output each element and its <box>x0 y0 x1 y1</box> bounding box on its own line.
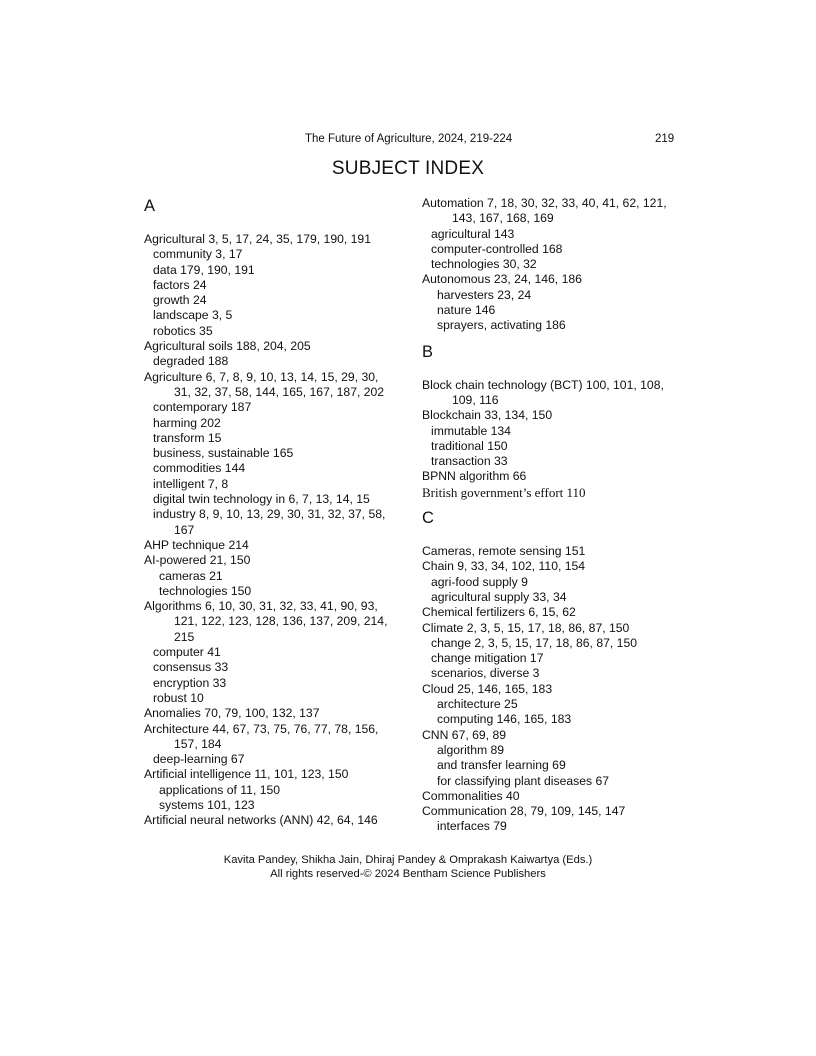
index-entry-continuation: 167 <box>174 522 195 537</box>
section-spacer <box>422 500 684 508</box>
index-subentry: for classifying plant diseases 67 <box>437 773 610 788</box>
index-subentry: encryption 33 <box>153 675 227 690</box>
index-entry: Algorithms 6, 10, 30, 31, 32, 33, 41, 90, 93, <box>144 599 378 614</box>
index-entry: Commonalities 40 <box>422 788 520 803</box>
index-column-left <box>144 196 406 829</box>
section-spacer <box>422 334 684 342</box>
index-subentry: growth 24 <box>153 293 207 308</box>
index-subentry: intelligent 7, 8 <box>153 476 229 491</box>
index-subentry: agricultural supply 33, 34 <box>431 589 567 604</box>
index-subentry: harming 202 <box>153 415 221 430</box>
index-entry: Cameras, remote sensing 151 <box>422 544 586 559</box>
index-entry: Agricultural 3, 5, 17, 24, 35, 179, 190, 191 <box>144 232 371 246</box>
section-heading-c: C <box>422 509 434 528</box>
running-header <box>0 133 816 149</box>
index-entry-continuation: 109, 116 <box>452 392 499 407</box>
index-subentry: robotics 35 <box>153 323 213 338</box>
index-subentry: algorithm 89 <box>437 742 505 757</box>
index-subentry: agricultural 143 <box>431 226 515 241</box>
page-number: 219 <box>655 133 675 145</box>
index-entry: Climate 2, 3, 5, 15, 17, 18, 86, 87, 150 <box>422 620 630 635</box>
index-subentry: traditional 150 <box>431 438 508 453</box>
index-subentry: interfaces 79 <box>437 819 507 834</box>
index-subentry: technologies 150 <box>159 583 252 598</box>
index-subentry: scenarios, diverse 3 <box>431 666 540 681</box>
index-column-right <box>422 196 684 835</box>
index-entry-continuation: 143, 167, 168, 169 <box>452 211 554 226</box>
index-entry: Artificial intelligence 11, 101, 123, 150 <box>144 767 349 782</box>
index-subentry: immutable 134 <box>431 423 511 438</box>
index-subentry: industry 8, 9, 10, 13, 29, 30, 31, 32, 37, 58, <box>153 507 386 522</box>
page-title: SUBJECT INDEX <box>331 158 485 179</box>
index-entry: British government’s effort 110 <box>422 484 586 500</box>
index-subentry: agri-food supply 9 <box>431 574 528 589</box>
index-subentry: robust 10 <box>153 690 204 705</box>
index-entry: AI-powered 21, 150 <box>144 553 251 568</box>
index-subentry: community 3, 17 <box>153 247 243 262</box>
index-subentry: transaction 33 <box>431 454 508 469</box>
section-heading-a: A <box>144 197 156 215</box>
index-subentry: deep-learning 67 <box>153 752 245 767</box>
index-entry: Chemical fertilizers 6, 15, 62 <box>422 605 576 620</box>
index-subentry: technologies 30, 32 <box>431 257 537 272</box>
index-subentry: computer-controlled 168 <box>431 241 563 256</box>
index-subentry: change mitigation 17 <box>431 651 544 666</box>
index-entry: Cloud 25, 146, 165, 183 <box>422 681 553 696</box>
index-subentry: harvesters 23, 24 <box>437 287 532 302</box>
index-entry: Block chain technology (BCT) 100, 101, 108, <box>422 377 664 392</box>
index-subentry: commodities 144 <box>153 461 246 476</box>
index-entry: Anomalies 70, 79, 100, 132, 137 <box>144 706 320 721</box>
index-entry: Autonomous 23, 24, 146, 186 <box>422 272 582 287</box>
section-heading-b: B <box>422 342 434 361</box>
index-entry-continuation: 121, 122, 123, 128, 136, 137, 209, 214, <box>174 614 388 629</box>
index-entry: AHP technique 214 <box>144 537 249 552</box>
index-subentry: digital twin technology in 6, 7, 13, 14, 15 <box>153 492 370 507</box>
index-subentry: change 2, 3, 5, 15, 17, 18, 86, 87, 150 <box>431 635 637 650</box>
index-entry: CNN 67, 69, 89 <box>422 727 507 742</box>
index-subentry: nature 146 <box>437 303 496 318</box>
index-entry: Architecture 44, 67, 73, 75, 76, 77, 78, 156, <box>144 721 379 736</box>
index-subentry: computing 146, 165, 183 <box>437 712 572 727</box>
index-subentry: applications of 11, 150 <box>159 782 281 797</box>
index-subentry: cameras 21 <box>159 568 223 583</box>
index-subentry: data 179, 190, 191 <box>153 262 255 277</box>
index-entry: Chain 9, 33, 34, 102, 110, 154 <box>422 559 586 574</box>
page-footer <box>0 853 816 881</box>
index-subentry: computer 41 <box>153 645 221 660</box>
index-subentry: sprayers, activating 186 <box>437 318 566 333</box>
running-title: The Future of Agriculture, 2024, 219-224 <box>305 133 513 145</box>
footer-copyright: All rights reserved-© 2024 Bentham Science Publishers <box>270 868 546 880</box>
index-subentry: consensus 33 <box>153 660 229 675</box>
index-entry-continuation: 157, 184 <box>174 736 222 751</box>
index-entry: Agricultural soils 188, 204, 205 <box>144 339 311 354</box>
index-subentry: degraded 188 <box>153 354 229 369</box>
index-subentry: architecture 25 <box>437 697 518 712</box>
index-subentry: landscape 3, 5 <box>153 308 233 323</box>
index-subentry: contemporary 187 <box>153 400 252 415</box>
index-subentry: and transfer learning 69 <box>437 758 566 773</box>
footer-editors: Kavita Pandey, Shikha Jain, Dhiraj Pandey & Omprakash Kaiwartya (Eds.) <box>223 854 593 866</box>
index-subentry: factors 24 <box>153 277 207 292</box>
index-subentry: transform 15 <box>153 430 222 445</box>
index-entry: Blockchain 33, 134, 150 <box>422 408 553 423</box>
index-entry-continuation: 215 <box>174 629 195 644</box>
index-subentry: business, sustainable 165 <box>153 446 294 461</box>
index-entry: Artificial neural networks (ANN) 42, 64, 146 <box>144 813 378 828</box>
index-entry-continuation: 31, 32, 37, 58, 144, 165, 167, 187, 202 <box>174 384 385 399</box>
index-entry: Agriculture 6, 7, 8, 9, 10, 13, 14, 15, 29, 30, <box>144 369 379 384</box>
index-entry: BPNN algorithm 66 <box>422 469 527 484</box>
index-subentry: systems 101, 123 <box>159 797 255 812</box>
index-entry: Automation 7, 18, 30, 32, 33, 40, 41, 62, 121, <box>422 196 667 210</box>
index-entry: Communication 28, 79, 109, 145, 147 <box>422 804 626 819</box>
